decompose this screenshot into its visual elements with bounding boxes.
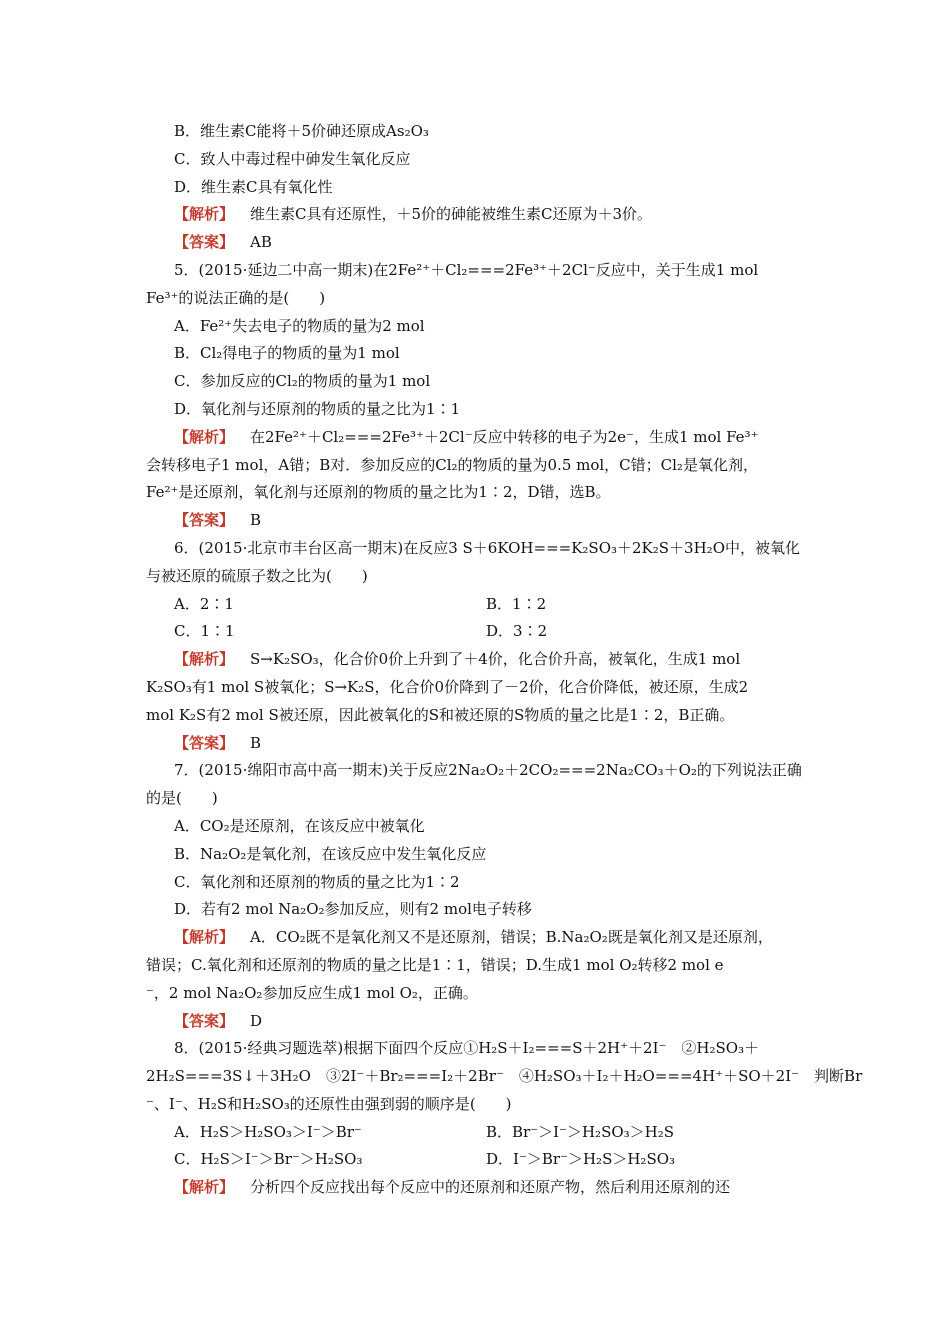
option-row — [146, 1119, 840, 1147]
line-text: A．Fe²⁺失去电子的物质的量为2 mol — [174, 316, 425, 335]
analysis-text: 在2Fe²⁺＋Cl₂===2Fe³⁺＋2Cl⁻反应中转移的电子为2e⁻，生成1 mol Fe³⁺ — [250, 427, 759, 446]
line-text: B．Cl₂得电子的物质的量为1 mol — [174, 344, 400, 363]
line-text: ⁻，2 mol Na₂O₂参加反应生成1 mol O₂，正确。 — [146, 983, 478, 1002]
analysis-text: A．CO₂既不是氧化剂又不是还原剂，错误；B.Na₂O₂既是氧化剂又是还原剂， — [250, 928, 773, 947]
analysis-line — [146, 424, 840, 452]
option-line — [146, 896, 840, 924]
line-text: B．Na₂O₂是氧化剂，在该反应中发生氧化反应 — [174, 844, 487, 863]
analysis-tag: 【解析】 — [174, 650, 235, 669]
analysis-line — [146, 1174, 840, 1202]
line-text: Fe³⁺的说法正确的是( ) — [146, 288, 326, 307]
continuation-line — [146, 563, 840, 591]
analysis-line — [146, 924, 840, 952]
analysis-text: 维生素C具有还原性，＋5价的砷能被维生素C还原为＋3价。 — [250, 205, 653, 224]
answer-tag: 【答案】 — [174, 511, 235, 530]
question-line — [146, 535, 840, 563]
line-text: D．氧化剂与还原剂的物质的量之比为1∶1 — [174, 399, 461, 418]
answer-text: AB — [250, 233, 272, 252]
line-text: 8．(2015·经典习题选萃)根据下面四个反应①H₂S＋I₂===S＋2H⁺＋2I⁻ ②H₂SO₃＋ — [174, 1039, 760, 1058]
option-row — [146, 591, 840, 619]
analysis-tag: 【解析】 — [174, 1178, 235, 1197]
answer-line — [146, 229, 840, 257]
answer-text: B — [250, 733, 262, 752]
option-right: B．Br⁻＞I⁻＞H₂SO₃＞H₂S — [486, 1122, 675, 1141]
analysis-tag: 【解析】 — [174, 427, 235, 446]
line-text: C．氧化剂和还原剂的物质的量之比为1∶2 — [174, 872, 460, 891]
option-row — [146, 1146, 840, 1174]
option-line — [146, 146, 840, 174]
document-body — [146, 118, 863, 1202]
option-line — [146, 118, 840, 146]
line-text: 2H₂S===3S↓＋3H₂O ③2I⁻＋Br₂===I₂＋2Br⁻ ④H₂SO₃＋I₂＋H₂O===4H⁺＋SO＋2I⁻ 判断Br — [146, 1067, 863, 1086]
answer-tag: 【答案】 — [174, 733, 235, 752]
option-left: A．H₂S＞H₂SO₃＞I⁻＞Br⁻ — [174, 1122, 362, 1141]
analysis-line — [146, 201, 840, 229]
analysis-text: 分析四个反应找出每个反应中的还原剂和还原产物，然后利用还原剂的还 — [250, 1178, 731, 1197]
option-left: A．2∶1 — [174, 594, 234, 613]
continuation-line — [146, 452, 840, 480]
answer-line — [146, 1008, 840, 1036]
continuation-line — [146, 479, 840, 507]
answer-line — [146, 730, 840, 758]
continuation-line — [146, 285, 840, 313]
question-line — [146, 257, 840, 285]
line-text: C．致人中毒过程中砷发生氧化反应 — [174, 149, 411, 168]
option-left: C．1∶1 — [174, 622, 235, 641]
line-text: B．维生素C能将＋5价砷还原成As₂O₃ — [174, 122, 429, 140]
option-line — [146, 174, 840, 202]
option-line — [146, 313, 840, 341]
line-text: Fe²⁺是还原剂，氧化剂与还原剂的物质的量之比为1∶2，D错，选B。 — [146, 483, 611, 502]
continuation-line — [146, 785, 840, 813]
option-right: B．1∶2 — [486, 594, 547, 613]
line-text: D．维生素C具有氧化性 — [174, 177, 333, 196]
line-text: K₂SO₃有1 mol S被氧化；S→K₂S，化合价0价降到了－2价，化合价降低，被还原，生成2 — [146, 677, 749, 696]
analysis-tag: 【解析】 — [174, 928, 235, 947]
answer-tag: 【答案】 — [174, 1011, 235, 1030]
analysis-tag: 【解析】 — [174, 205, 235, 224]
line-text: 5．(2015·延边二中高一期末)在2Fe²⁺＋Cl₂===2Fe³⁺＋2Cl⁻反应中，关于生成1 mol — [174, 260, 759, 279]
line-text: mol K₂S有2 mol S被还原，因此被氧化的S和被还原的S物质的量之比是1∶2，B正确。 — [146, 705, 735, 724]
answer-text: D — [250, 1011, 263, 1030]
continuation-line — [146, 980, 840, 1008]
option-line — [146, 841, 840, 869]
option-row — [146, 618, 840, 646]
line-text: 与被还原的硫原子数之比为( ) — [146, 566, 368, 585]
continuation-line — [146, 1063, 863, 1091]
option-right: D．3∶2 — [486, 622, 548, 641]
question-line — [146, 757, 840, 785]
option-right: D．I⁻＞Br⁻＞H₂S＞H₂SO₃ — [486, 1150, 676, 1169]
line-text: 6．(2015·北京市丰台区高一期末)在反应3 S＋6KOH===K₂SO₃＋2K₂S＋3H₂O中，被氧化 — [174, 538, 800, 557]
option-line — [146, 813, 840, 841]
line-text: A．CO₂是还原剂，在该反应中被氧化 — [174, 816, 425, 835]
continuation-line — [146, 702, 840, 730]
line-text: ⁻、I⁻、H₂S和H₂SO₃的还原性由强到弱的顺序是( ) — [146, 1094, 512, 1113]
line-text: C．参加反应的Cl₂的物质的量为1 mol — [174, 372, 431, 391]
question-line — [146, 1035, 840, 1063]
analysis-line — [146, 646, 840, 674]
answer-tag: 【答案】 — [174, 233, 235, 252]
line-text: D．若有2 mol Na₂O₂参加反应，则有2 mol电子转移 — [174, 900, 532, 919]
option-line — [146, 340, 840, 368]
option-line — [146, 368, 840, 396]
answer-line — [146, 507, 840, 535]
line-text: 的是( ) — [146, 789, 218, 808]
line-text: 会转移电子1 mol，A错；B对．参加反应的Cl₂的物质的量为0.5 mol，C错；Cl₂是氧化剂， — [146, 455, 758, 474]
answer-text: B — [250, 511, 262, 530]
option-line — [146, 396, 840, 424]
continuation-line — [146, 674, 840, 702]
option-line — [146, 869, 840, 897]
continuation-line — [146, 952, 840, 980]
line-text: 错误；C.氧化剂和还原剂的物质的量之比是1∶1，错误；D.生成1 mol O₂转移2 mol e — [146, 955, 724, 974]
option-left: C．H₂S＞I⁻＞Br⁻＞H₂SO₃ — [174, 1150, 363, 1169]
line-text: 7．(2015·绵阳市高中高一期末)关于反应2Na₂O₂＋2CO₂===2Na₂CO₃＋O₂的下列说法正确 — [174, 761, 802, 780]
analysis-text: S→K₂SO₃，化合价0价上升到了＋4价，化合价升高，被氧化，生成1 mol — [250, 650, 741, 669]
continuation-line — [146, 1091, 840, 1119]
